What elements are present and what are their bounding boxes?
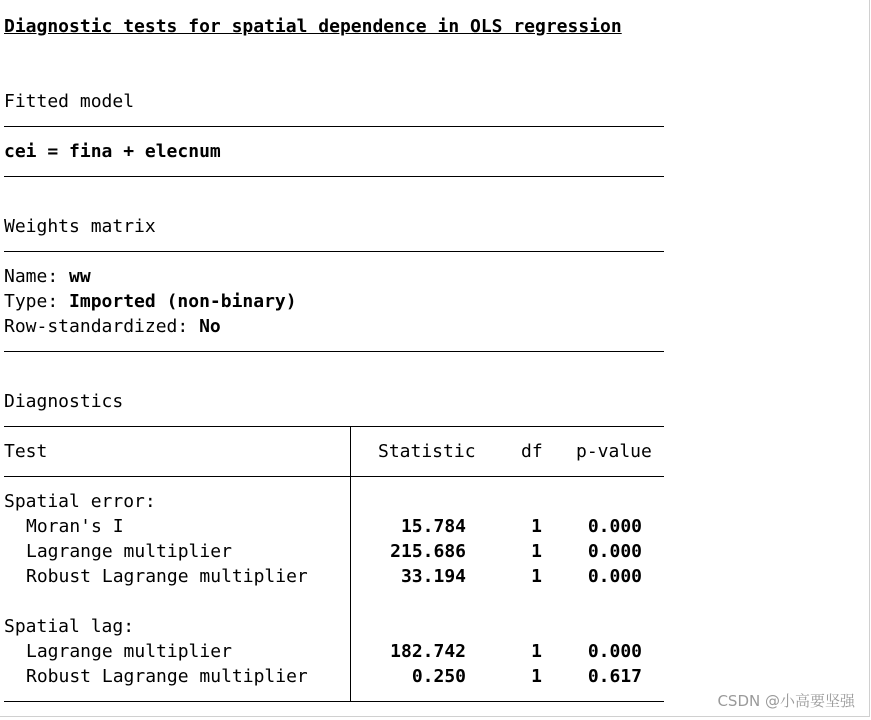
statistic-value: 33.194 <box>400 566 466 587</box>
df-value: 1 <box>531 516 542 537</box>
weights-name-label: Name: <box>4 266 59 287</box>
column-header-pvalue: p-value <box>576 441 652 462</box>
pvalue-value: 0.000 <box>587 516 642 537</box>
df-value: 1 <box>531 541 542 562</box>
weights-type-label: Type: <box>4 291 59 312</box>
statistic-value: 15.784 <box>400 516 466 537</box>
watermark-text: CSDN @小高要坚强 <box>717 692 855 710</box>
test-name: Lagrange multiplier <box>26 541 232 562</box>
group-label-spatial-lag: Spatial lag: <box>4 616 135 637</box>
test-name: Moran's I <box>26 516 124 537</box>
column-header-statistic: Statistic <box>378 441 476 462</box>
weights-rowstd-value: No <box>199 316 221 337</box>
diagnostics-heading: Diagnostics <box>4 391 124 412</box>
pvalue-value: 0.000 <box>587 566 642 587</box>
statistic-value: 215.686 <box>390 541 466 562</box>
test-name: Lagrange multiplier <box>26 641 232 662</box>
pvalue-value: 0.000 <box>587 641 642 662</box>
model-formula: cei = fina + elecnum <box>4 141 221 162</box>
divider <box>4 251 664 252</box>
divider <box>4 176 664 177</box>
weights-type-row <box>4 289 297 314</box>
divider <box>4 351 664 352</box>
column-header-test: Test <box>4 441 48 462</box>
table-top-rule <box>4 426 664 427</box>
statistic-value: 182.742 <box>390 641 466 662</box>
weights-name-row <box>4 264 91 289</box>
weights-rowstd-row <box>4 314 221 339</box>
weights-name-value: ww <box>69 266 91 287</box>
column-header-df: df <box>521 441 543 462</box>
df-value: 1 <box>531 666 542 687</box>
weights-matrix-heading: Weights matrix <box>4 216 156 237</box>
table-column-separator <box>350 426 351 701</box>
test-name: Robust Lagrange multiplier <box>26 566 308 587</box>
test-name: Robust Lagrange multiplier <box>26 666 308 687</box>
pvalue-value: 0.617 <box>587 666 642 687</box>
weights-type-value: Imported (non-binary) <box>69 291 297 312</box>
fitted-model-heading: Fitted model <box>4 91 135 112</box>
table-bottom-rule <box>4 701 664 702</box>
statistic-value: 0.250 <box>411 666 466 687</box>
weights-rowstd-label: Row-standardized: <box>4 316 189 337</box>
df-value: 1 <box>531 566 542 587</box>
divider <box>4 126 664 127</box>
table-header-rule <box>4 476 664 477</box>
group-label-spatial-error: Spatial error: <box>4 491 156 512</box>
df-value: 1 <box>531 641 542 662</box>
output-title: Diagnostic tests for spatial dependence in OLS regression <box>4 16 622 37</box>
pvalue-value: 0.000 <box>587 541 642 562</box>
